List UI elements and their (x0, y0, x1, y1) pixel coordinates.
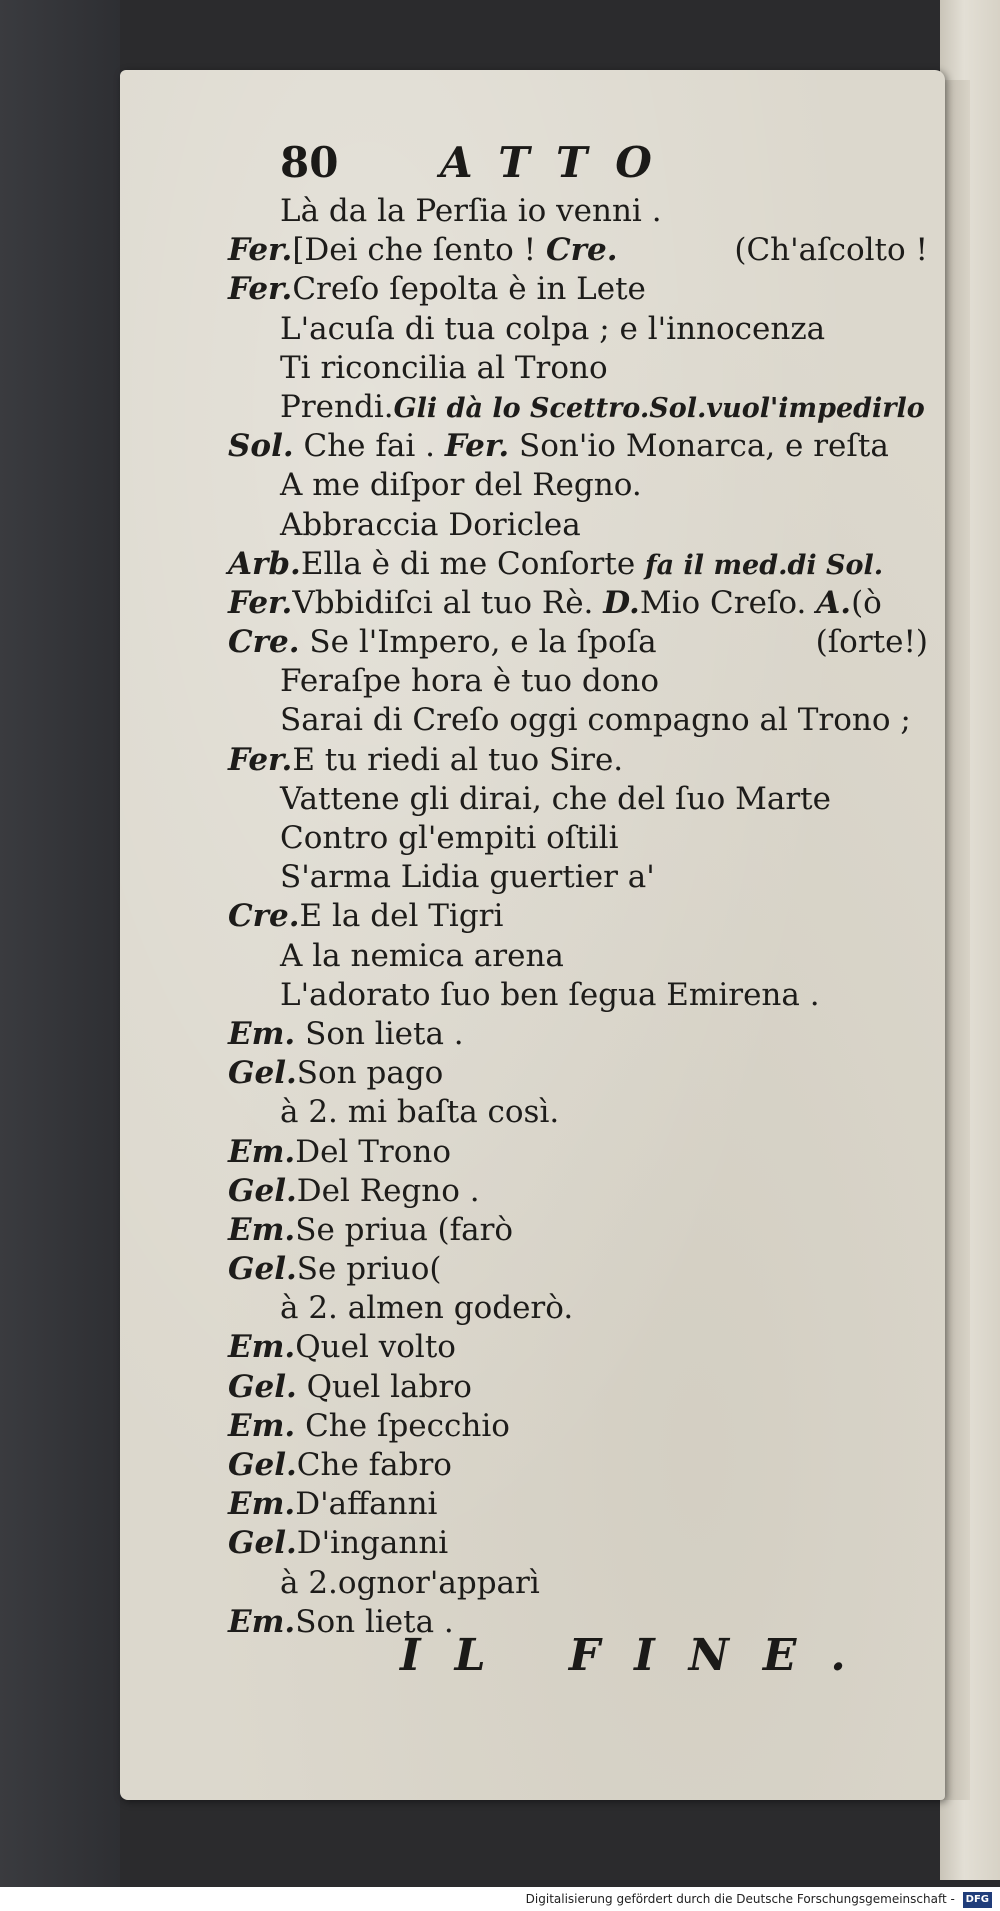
text-line (228, 701, 928, 740)
line-text: à 2. almen goderò. (280, 1290, 574, 1327)
speaker-label: Sol. (228, 428, 294, 465)
line-text: Sarai di Creſo oggi compagno al Trono ; (280, 702, 911, 739)
line-text: Son pago (296, 1055, 444, 1092)
text-line (228, 1015, 928, 1054)
text-line (228, 1093, 928, 1132)
line-text: Se l'Impero, e la ſpoſa (299, 624, 657, 661)
line-text: Ella è di me Conſorte (300, 545, 646, 582)
line-text: Prendi. (280, 388, 394, 425)
line-text: Se priuo( (296, 1251, 442, 1288)
line-text: Son lieta . (295, 1603, 454, 1640)
text-line (228, 584, 928, 623)
text-line (228, 1328, 928, 1367)
scanner-background (0, 0, 120, 1911)
speaker-label: Fer. (228, 584, 293, 621)
text-line (228, 1368, 928, 1407)
speaker-label: Gel. (228, 1368, 297, 1405)
text-line (228, 388, 928, 427)
speaker-label: Arb. (228, 545, 301, 582)
text-line (228, 1133, 928, 1172)
text-line (228, 427, 928, 466)
line-text: Son'io Monarca, e reſta (509, 428, 889, 465)
page-number: 80 (280, 138, 339, 187)
dfg-logo: DFG (963, 1892, 992, 1908)
speaker-label: Gel. (228, 1055, 297, 1092)
text-line (228, 1250, 928, 1289)
line-text: Mio Creſo. (639, 584, 817, 621)
line-text: Che ſpecchio (295, 1407, 510, 1444)
line-text: E la del Tigri (299, 898, 504, 935)
stage-direction: fa il med.di Sol. (645, 549, 884, 581)
line-text: D'inganni (296, 1525, 449, 1562)
line-text: L'acuſa di tua colpa ; e l'innocenza (280, 310, 826, 347)
text-line (228, 741, 928, 780)
aside-text: (ſorte!) (815, 624, 928, 661)
speaker-label: Em. (228, 1015, 296, 1052)
text-line (228, 1446, 928, 1485)
speaker-label: Em. (228, 1133, 296, 1170)
line-text: Vattene gli dirai, che del ſuo Marte (280, 780, 831, 817)
line-text: Son lieta . (295, 1015, 464, 1052)
text-line (228, 819, 928, 858)
line-text: (ò (851, 584, 882, 621)
line-text: Quel labro (296, 1368, 472, 1405)
line-text: [Dei che ſento ! (292, 232, 546, 269)
text-line (228, 192, 928, 231)
text-line (228, 897, 928, 936)
speaker-label: D. (603, 584, 640, 621)
bracket-text: farò (449, 1211, 514, 1248)
speaker-label: Em. (228, 1211, 296, 1248)
text-line (228, 976, 928, 1015)
text-line (228, 1211, 928, 1250)
speaker-label: Gel. (228, 1251, 297, 1288)
speaker-label: Gel. (228, 1172, 297, 1209)
text-line (228, 1054, 928, 1093)
text-line (228, 937, 928, 976)
line-text: à 2.ognor'apparì (280, 1564, 540, 1601)
line-text: Là da la Perſia io venni . (280, 193, 662, 229)
line-text: Che fabro (296, 1447, 452, 1483)
line-text: A la nemica arena (280, 937, 564, 974)
line-text: Feraſpe hora è tuo dono (280, 663, 660, 700)
line-text: S'arma Lidia guertier a' (280, 859, 655, 896)
speaker-label: Fer. (228, 271, 293, 308)
speaker-label: Em. (228, 1603, 296, 1640)
end-mark: IL FINE. (400, 1630, 880, 1681)
speaker-label: Em. (228, 1486, 296, 1523)
speaker-label: Cre. (228, 624, 300, 661)
verse-text (228, 192, 928, 1642)
running-title: ATTO (440, 138, 680, 187)
text-line (228, 1485, 928, 1524)
text-line (228, 1564, 928, 1603)
speaker-label: Cre. (546, 232, 618, 269)
line-text: Contro gl'empiti oſtili (280, 820, 619, 856)
line-text: à 2. mi baſta così. (280, 1094, 560, 1131)
text-line (228, 662, 928, 701)
text-line (228, 506, 928, 545)
text-line (228, 231, 928, 270)
speaker-label: Gel. (228, 1525, 297, 1562)
speaker-label: Fer. (228, 232, 293, 269)
line-text: Abbraccia Doriclea (280, 506, 581, 543)
line-text: Quel volto (295, 1329, 456, 1366)
text-line (228, 1289, 928, 1328)
speaker-label: Gel. (228, 1447, 297, 1483)
speaker-label: Fer. (228, 741, 293, 778)
speaker-label: Cre. (228, 898, 300, 935)
speaker-label: Em. (228, 1329, 296, 1366)
line-text: D'affanni (295, 1486, 438, 1523)
text-line (228, 1407, 928, 1446)
footer-text: Digitalisierung gefördert durch die Deutsche Forschungsgemeinschaft - (525, 1892, 955, 1906)
footer-credit (0, 1887, 1000, 1911)
text-line (228, 1524, 928, 1563)
line-text: Se priua ( (295, 1211, 450, 1248)
line-text: Vbbidiſci al tuo Rè. (292, 584, 604, 621)
line-text: Che fai . (293, 428, 445, 465)
aside-text: (Ch'aſcolto ! (734, 232, 928, 269)
text-line (228, 780, 928, 819)
text-line (228, 466, 928, 505)
line-text: E tu riedi al tuo Sire. (292, 741, 624, 778)
line-text: Del Regno . (296, 1172, 480, 1209)
speaker-label: Em. (228, 1407, 296, 1444)
text-line (228, 349, 928, 388)
text-line (228, 545, 928, 584)
text-line (228, 623, 928, 662)
text-line (228, 270, 928, 309)
line-text: Ti riconcilia al Trono (280, 349, 608, 386)
stage-direction: Gli dà lo Scettro.Sol.vuol'impedirlo (393, 392, 925, 424)
text-line (228, 310, 928, 349)
speaker-label: A. (816, 584, 852, 621)
speaker-label: Fer. (444, 428, 510, 465)
text-line (228, 1172, 928, 1211)
text-line (228, 858, 928, 897)
line-text: Del Trono (295, 1133, 451, 1170)
line-text: Creſo ſepolta è in Lete (292, 271, 646, 308)
page-header (160, 138, 760, 188)
line-text: A me diſpor del Regno. (280, 467, 642, 504)
line-text: L'adorato ſuo ben ſegua Emirena . (280, 976, 820, 1013)
